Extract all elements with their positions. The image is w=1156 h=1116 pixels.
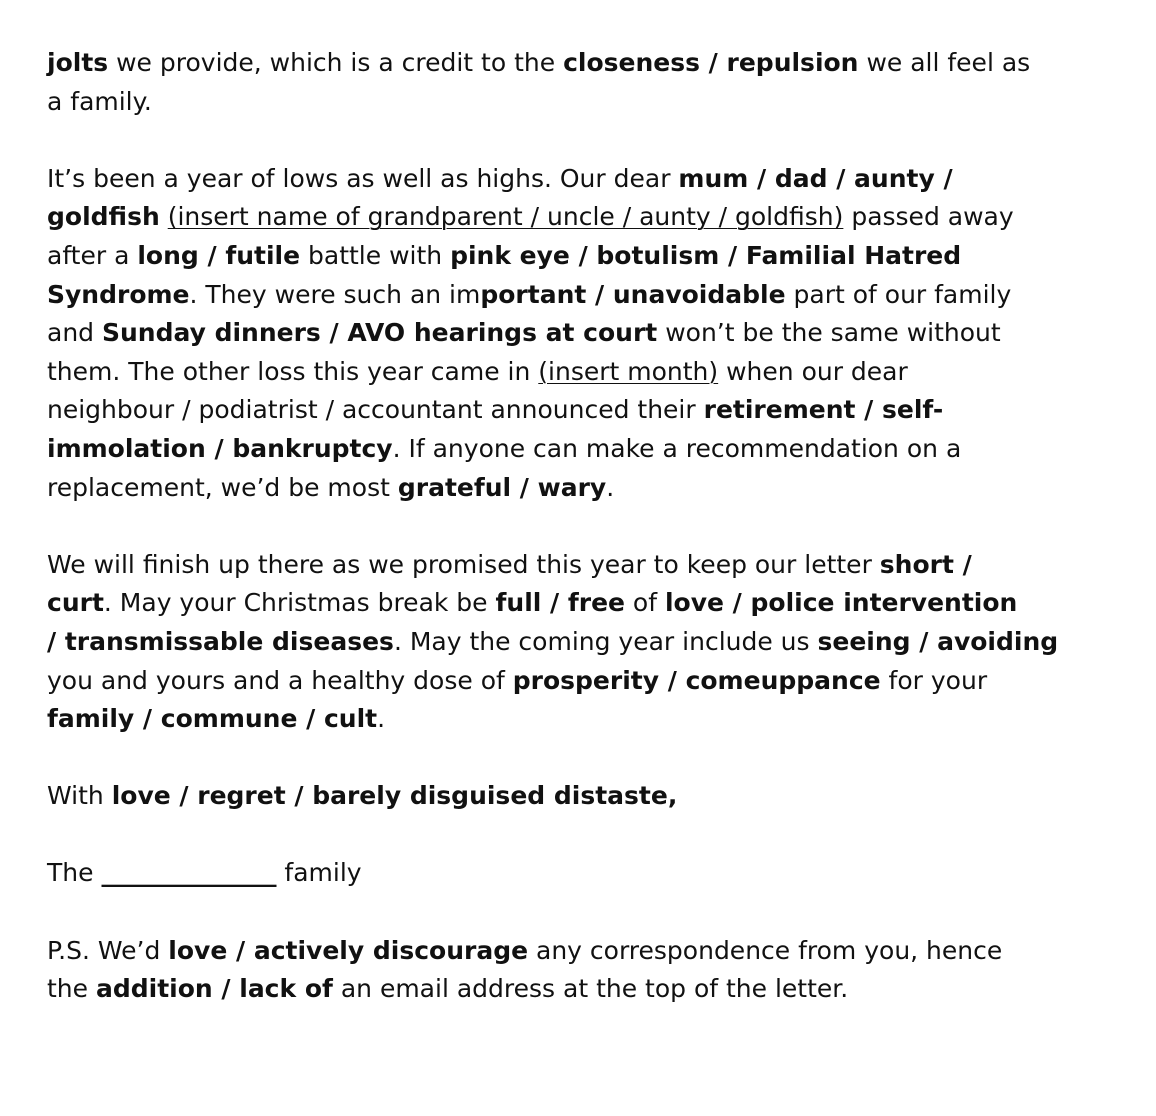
text-line	[47, 970, 1047, 1009]
plain-text: part of our family	[785, 279, 1012, 309]
bold-choice: portant / unavoidable	[480, 279, 786, 309]
text-line	[47, 44, 1047, 83]
text-line	[47, 700, 1047, 739]
bold-choice: love / regret / barely disguised distaste,	[111, 781, 678, 811]
bold-choice: short /	[879, 549, 972, 579]
text-line	[47, 198, 1047, 237]
plain-text: and	[47, 318, 102, 348]
plain-text: . They were such an im	[189, 279, 481, 309]
postscript	[47, 932, 1047, 1009]
plain-text: we all feel as	[858, 48, 1031, 77]
plain-text: family	[276, 858, 362, 888]
plain-text: .	[377, 704, 386, 734]
text-line	[47, 314, 1047, 353]
letter-page	[47, 44, 1059, 1047]
text-line	[47, 932, 1047, 971]
plain-text: any correspondence from you, hence	[528, 935, 1003, 965]
plain-text: . If anyone can make a recommendation on a	[392, 433, 962, 463]
text-line	[47, 160, 1047, 199]
plain-text: of	[624, 588, 665, 618]
text-line	[47, 777, 1047, 816]
plain-text: P.S. We’d	[47, 935, 169, 965]
text-line	[47, 623, 1059, 662]
bold-choice: / transmissable diseases	[47, 626, 394, 656]
bold-choice: long / futile	[137, 240, 301, 270]
plain-text: neighbour / podiatrist / accountant announced their	[47, 395, 704, 425]
bold-choice: ______________	[101, 858, 277, 888]
plain-text: an email address at the top of the letter.	[332, 974, 849, 1004]
text-line	[47, 546, 1047, 585]
plain-text: The	[47, 858, 102, 888]
text-line	[47, 276, 1047, 315]
family-signature	[47, 854, 1047, 893]
fill-in-prompt: (insert name of grandparent / uncle / aunty / goldfish)	[167, 202, 844, 232]
fill-in-prompt: (insert month)	[538, 356, 719, 386]
bold-choice: closeness / repulsion	[563, 48, 859, 77]
plain-text: battle with	[300, 240, 451, 270]
plain-text: a family.	[47, 86, 152, 116]
text-line	[47, 430, 1047, 469]
text-line	[47, 662, 1047, 701]
paragraph-finish	[47, 546, 1059, 739]
bold-choice: grateful / wary	[397, 472, 607, 502]
plain-text: It’s been a year of lows as well as highs. Our dear	[47, 163, 679, 193]
bold-choice: love / police intervention	[664, 588, 1018, 618]
plain-text: for your	[880, 665, 988, 695]
plain-text: . May your Christmas break be	[103, 588, 496, 618]
bold-choice: mum / dad / aunty /	[678, 163, 953, 193]
bold-choice: retirement / self-	[703, 395, 944, 425]
plain-text: replacement, we’d be most	[47, 472, 398, 502]
plain-text: We will finish up there as we promised this year to keep our letter	[47, 549, 880, 579]
bold-choice: seeing / avoiding	[817, 626, 1059, 656]
bold-choice: immolation / bankruptcy	[47, 433, 393, 463]
bold-choice: Syndrome	[47, 279, 190, 309]
plain-text: after a	[47, 240, 138, 270]
bold-choice: addition / lack of	[95, 974, 333, 1004]
bold-choice: Sunday dinners / AVO hearings at court	[101, 318, 658, 348]
sign-off	[47, 777, 1047, 816]
plain-text	[160, 202, 168, 231]
text-line	[47, 237, 1047, 276]
paragraph-closing-family	[47, 44, 1047, 121]
bold-choice: goldfish	[47, 202, 160, 232]
plain-text: passed away	[843, 202, 1014, 232]
text-line	[47, 584, 1047, 623]
text-line	[47, 854, 1047, 893]
bold-choice: curt	[47, 588, 104, 618]
text-line	[47, 469, 1047, 508]
plain-text: when our dear	[718, 356, 908, 386]
bold-choice: prosperity / comeuppance	[512, 665, 881, 695]
bold-choice: full / free	[495, 588, 625, 618]
plain-text: won’t be the same without	[657, 318, 1001, 348]
text-line	[47, 83, 1047, 122]
bold-choice: love / actively discourage	[168, 935, 529, 965]
bold-choice: family / commune / cult	[47, 704, 378, 734]
paragraph-losses	[47, 160, 1047, 507]
text-line	[47, 391, 1047, 430]
plain-text: . May the coming year include us	[393, 626, 818, 656]
plain-text: them. The other loss this year came in	[47, 356, 539, 386]
text-line	[47, 353, 1047, 392]
plain-text: .	[606, 472, 615, 502]
bold-choice: pink eye / botulism / Familial Hatred	[450, 240, 962, 270]
plain-text: you and yours and a healthy dose of	[47, 665, 513, 695]
plain-text: With	[47, 781, 112, 811]
plain-text: we provide, which is a credit to the	[108, 48, 564, 77]
plain-text: the	[47, 974, 96, 1004]
bold-choice: jolts	[47, 48, 109, 77]
